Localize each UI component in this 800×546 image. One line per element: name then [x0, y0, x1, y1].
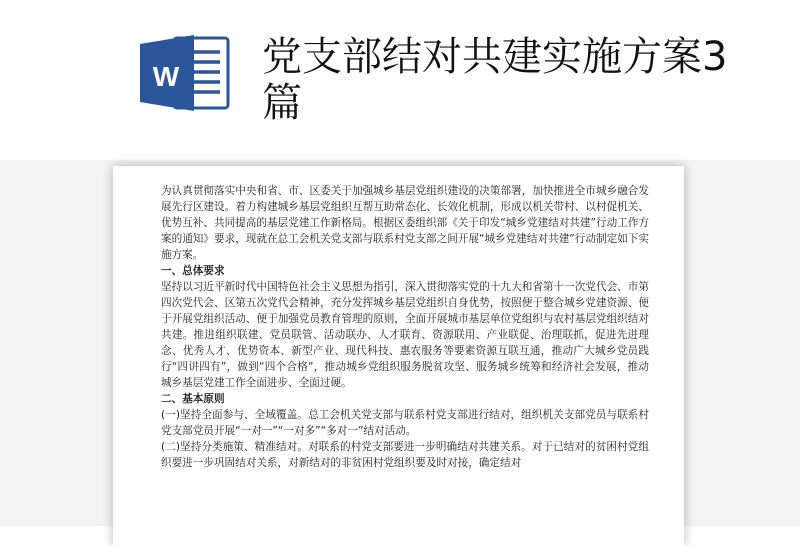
document-body [161, 183, 649, 471]
document-page [113, 166, 684, 546]
page-title: 党支部结对共建实施方案3篇 [262, 34, 728, 126]
principle-2-paragraph: (二)坚持分类施策、精准结对。对联系的村党支部要进一步明确结对共建关系。对于已结对的贫困村党组织要进一步巩固结对关系，对新结对的非贫困村党组织要及时对接，确定结对 [161, 441, 649, 469]
section-heading-general-requirements: 一、总体要求 [161, 265, 225, 277]
header [0, 0, 800, 160]
intro-paragraph: 为认真贯彻落实中央和省、市、区委关于加强城乡基层党组织建设的决策部署，加快推进全市城乡融合发展先行区建设。着力构建城乡基层党组织互帮互助常态化、长效化机制，形成以机关带村、以村促机关、优势互补、共同提高的基层党建工作新格局。根据区委组织部《关于印发“城乡党建结对共建”行动工作方案的通知》要求，现就在总工会机关党支部与联系村党支部之间开展“城乡党建结对共建”行动制定如下实施方案。 [161, 185, 649, 261]
word-icon-letter: W [152, 61, 180, 92]
section-heading-basic-principles: 二、基本原则 [161, 393, 225, 405]
principle-1-paragraph: (一)坚持全面参与、全域覆盖。总工会机关党支部与联系村党支部进行结对，组织机关支部党员与联系村党支部党员开展“一对一”“一对多”“多对一”结对活动。 [161, 409, 649, 437]
general-requirements-paragraph: 坚持以习近平新时代中国特色社会主义思想为指引，深入贯彻落实党的十九大和省第十一次党代会、市第四次党代会、区第五次党代会精神，充分发挥城乡基层党组织自身优势，按照便于整合城乡党建资源、便于开展党组织活动、便于加强党员教育管理的原则，全面开展城市基层单位党组织与农村基层党组织结对共建。推进组织联建、党员联管、活动联办、人才联育、资源联用、产业联促、治理联抓，促进先进理念、优秀人才、优势资本、新型产业、现代科技、惠农服务等要素资源互联互通，推动广大城乡党员践行“四讲四有”，做到“四个合格”，推动城乡党组织服务脱贫攻坚、服务城乡统筹和经济社会发展，推动城乡基层党建工作全面进步、全面过硬。 [161, 281, 649, 389]
word-document-icon [138, 32, 234, 114]
